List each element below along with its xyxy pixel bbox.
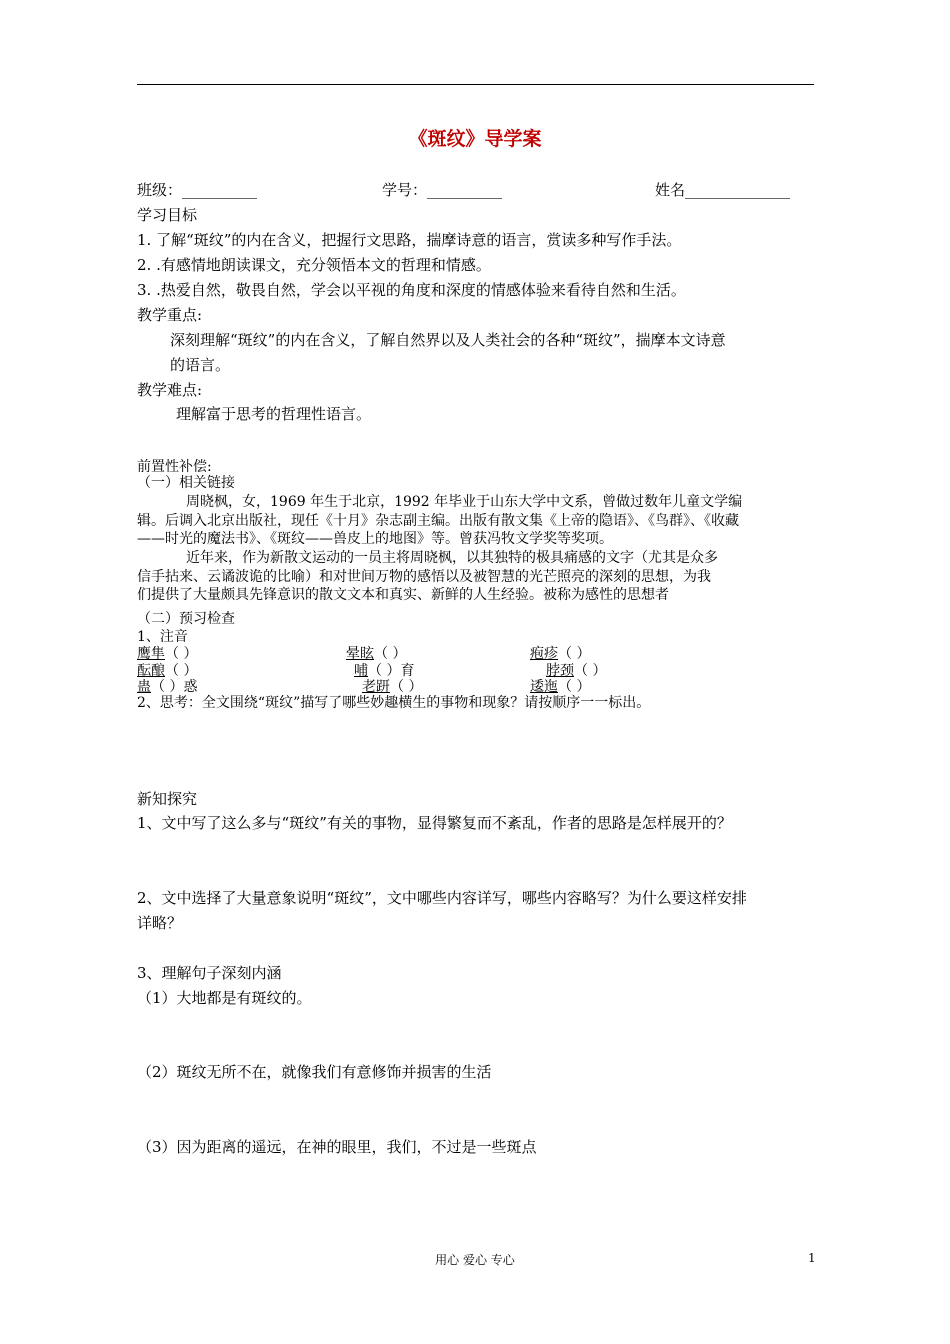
pre-heading: 前置性补偿: bbox=[137, 459, 212, 475]
class-field bbox=[137, 179, 257, 200]
pinyin-blank[interactable]: （ ） bbox=[390, 679, 423, 695]
class-blank[interactable]: __________ bbox=[182, 181, 258, 199]
goal-item-2: 2. .有感情地朗读课文，充分领悟本文的哲理和情感。 bbox=[137, 256, 491, 274]
author-para-2-line-2: 信手拈来、云谲波诡的比喻）和对世间万物的感悟以及被智慧的光芒照亮的深刻的思想，为我 bbox=[137, 569, 711, 585]
name-blank[interactable]: ______________ bbox=[685, 181, 791, 199]
pinyin-word: 老趼 bbox=[362, 679, 390, 695]
goal-item-1: 1. 了解“斑纹”的内在含义，把握行文思路，揣摩诗意的语言，赏读多种写作手法。 bbox=[137, 231, 682, 249]
name-label: 姓名 bbox=[655, 181, 686, 199]
think-question: 2、思考：全文围绕“斑纹”描写了哪些妙趣横生的事物和现象？请按顺序一一标出。 bbox=[137, 695, 651, 711]
explore-question-3: 3、理解句子深刻内涵 bbox=[137, 964, 282, 982]
author-para-2-line-3: 们提供了大量颇具先锋意识的散文文本和真实、新鲜的人生经验。被称为感性的思想者 bbox=[137, 587, 669, 603]
pinyin-word: 鹰隼 bbox=[137, 646, 165, 662]
difficulties-heading: 教学难点: bbox=[137, 381, 203, 399]
name-field bbox=[655, 179, 790, 200]
explore-heading: 新知探究 bbox=[137, 790, 198, 808]
class-label: 班级： bbox=[137, 181, 183, 199]
pinyin-word: 酝酿 bbox=[137, 663, 165, 679]
goal-item-3: 3. .热爱自然，敬畏自然，学会以平视的角度和深度的情感体验来看待自然和生活。 bbox=[137, 281, 686, 299]
author-para-2-line-1: 近年来，作为新散文运动的一员主将周晓枫，以其独特的极具痛感的文字（尤其是众多 bbox=[186, 550, 718, 566]
sentence-1: （1）大地都是有斑纹的。 bbox=[137, 989, 312, 1007]
pinyin-word: 逶迤 bbox=[530, 679, 558, 695]
student-id-field bbox=[382, 179, 502, 200]
explore-question-2-line-2: 详略？ bbox=[137, 914, 183, 932]
link-heading: （一）相关链接 bbox=[137, 475, 235, 491]
pinyin-word: 晕眩 bbox=[346, 646, 374, 662]
pinyin-word: 蛊 bbox=[137, 679, 151, 695]
explore-question-2-line-1: 2、文中选择了大量意象说明“斑纹”，文中哪些内容详写，哪些内容略写？为什么要这样安排 bbox=[137, 889, 747, 907]
pinyin-blank[interactable]: （ ） bbox=[558, 679, 591, 695]
pinyin-blank[interactable]: （ ）育 bbox=[368, 663, 415, 679]
author-para-1-line-3: ——时光的魔法书》、《斑纹——兽皮上的地图》等。曾获冯牧文学奖等奖项。 bbox=[137, 531, 613, 547]
preview-heading: （二）预习检查 bbox=[137, 611, 235, 627]
pinyin-blank[interactable]: （ ） bbox=[374, 646, 407, 662]
sentence-2: （2）斑纹无所不在，就像我们有意修饰并损害的生活 bbox=[137, 1063, 492, 1081]
page-number: 1 bbox=[808, 1251, 816, 1265]
sentence-3: （3）因为距离的遥远，在神的眼里，我们，不过是一些斑点 bbox=[137, 1138, 537, 1156]
author-para-1-line-1: 周晓枫，女，1969 年生于北京，1992 年毕业于山东大学中文系，曾做过数年儿童文学编 bbox=[186, 494, 743, 510]
key-points-heading: 教学重点: bbox=[137, 306, 203, 324]
header-rule bbox=[137, 84, 814, 85]
pinyin-question: 1、注音 bbox=[137, 629, 188, 645]
pinyin-blank[interactable]: （ ） bbox=[574, 663, 607, 679]
pinyin-blank[interactable]: （ ）惑 bbox=[151, 679, 198, 695]
student-id-blank[interactable]: __________ bbox=[427, 181, 503, 199]
pinyin-blank[interactable]: （ ） bbox=[165, 646, 198, 662]
student-id-label: 学号： bbox=[382, 181, 428, 199]
pinyin-word: 哺 bbox=[354, 663, 368, 679]
pinyin-word: 疱疹 bbox=[530, 646, 558, 662]
explore-question-1: 1、文中写了这么多与“斑纹”有关的事物，显得繁复而不紊乱，作者的思路是怎样展开的？ bbox=[137, 814, 732, 832]
difficulties-text: 理解富于思考的哲理性语言。 bbox=[176, 405, 372, 423]
pinyin-word: 脖颈 bbox=[546, 663, 574, 679]
pinyin-blank[interactable]: （ ） bbox=[558, 646, 591, 662]
goals-heading: 学习目标 bbox=[137, 206, 198, 224]
page-title: 《斑纹》导学案 bbox=[408, 128, 542, 150]
key-points-line-2: 的语言。 bbox=[170, 356, 231, 374]
pinyin-blank[interactable]: （ ） bbox=[165, 663, 198, 679]
author-para-1-line-2: 辑。后调入北京出版社，现任《十月》杂志副主编。出版有散文集《上帝的隐语》、《鸟群》、《收藏 bbox=[137, 513, 739, 529]
footer-text: 用心 爱心 专心 bbox=[435, 1253, 515, 1267]
key-points-line-1: 深刻理解“斑纹”的内在含义，了解自然界以及人类社会的各种“斑纹”，揣摩本文诗意 bbox=[170, 331, 726, 349]
